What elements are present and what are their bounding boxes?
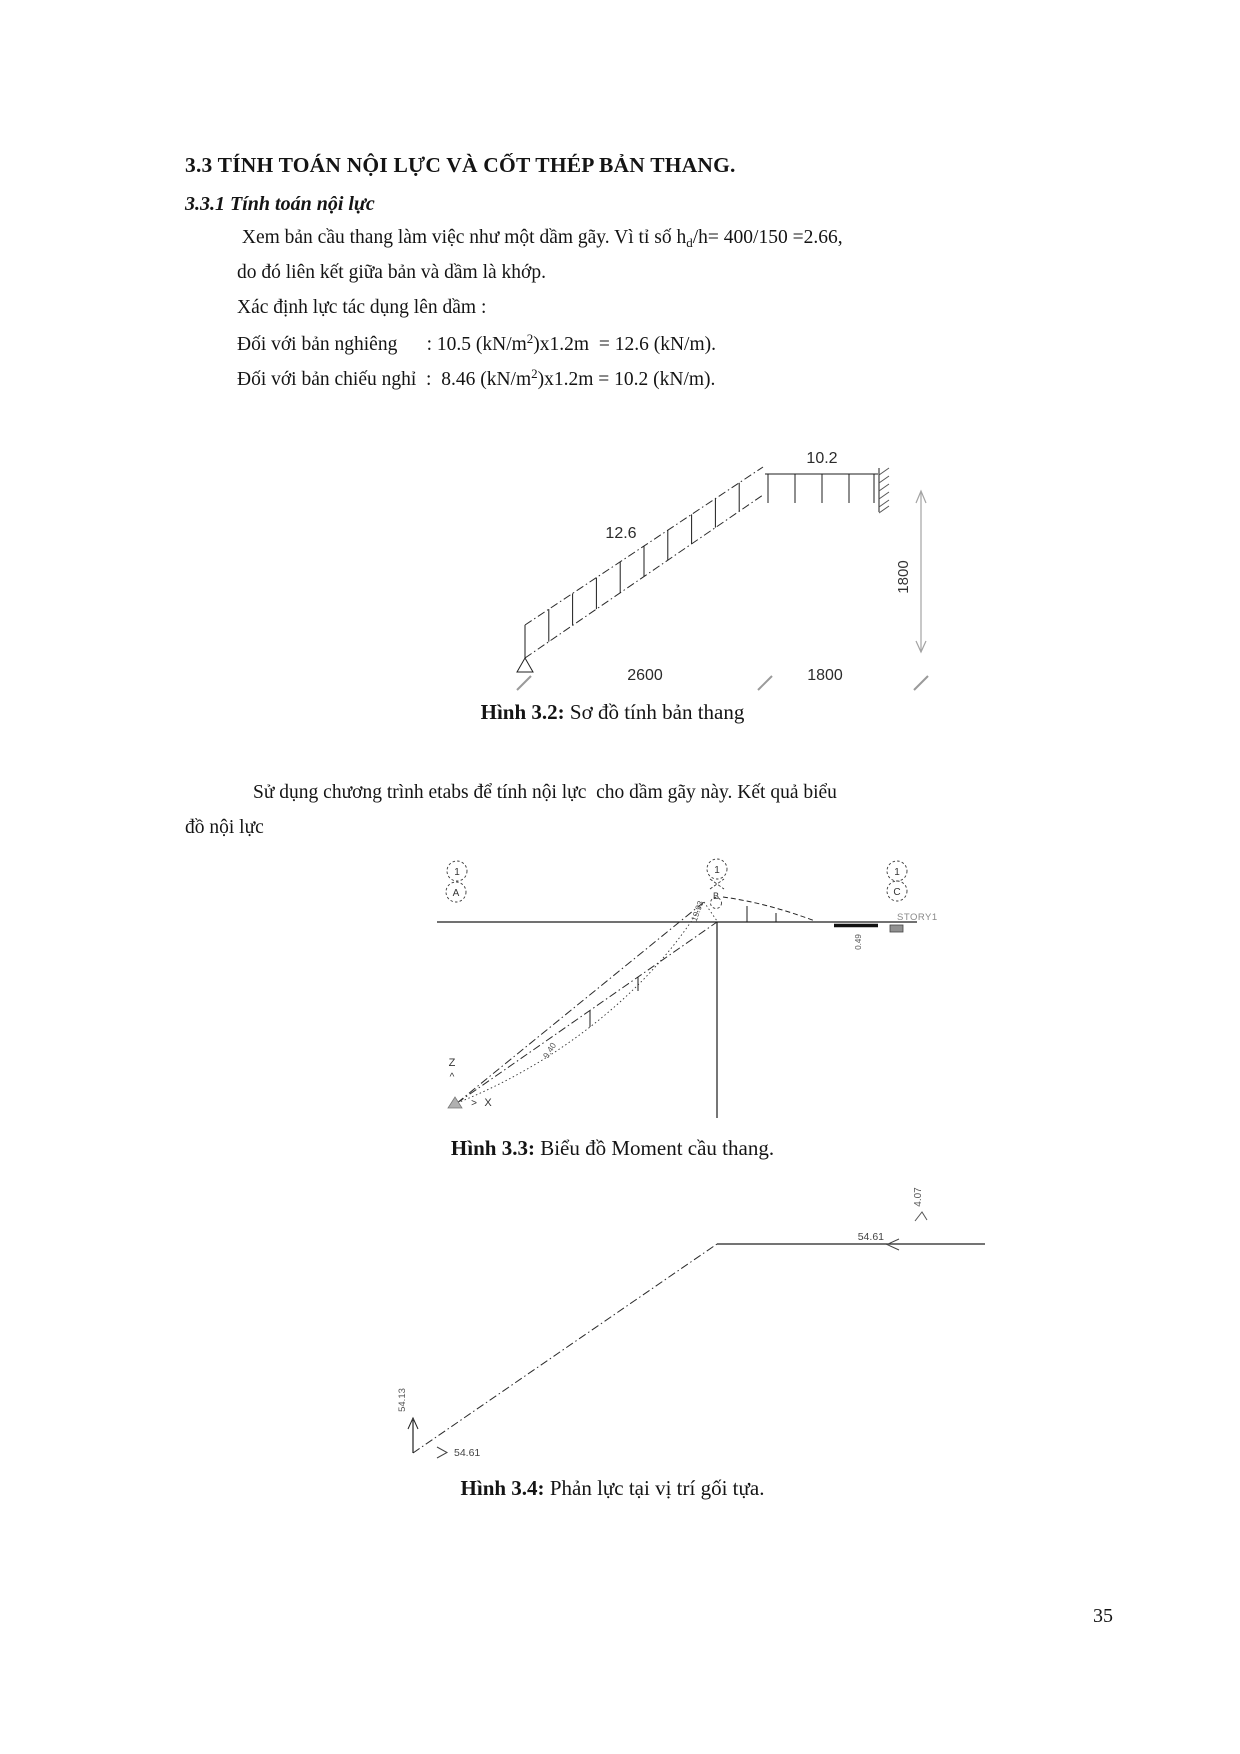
body-line-4-tail: )x1.2m = 12.6 (kN/m). bbox=[533, 334, 716, 355]
figure-3-2-title: Sơ đồ tính bản thang bbox=[564, 700, 745, 724]
axis-right-arrow: > bbox=[471, 1098, 477, 1109]
body-line-3: Xác định lực tác dụng lên dầm : bbox=[237, 297, 487, 318]
body-line-4-text: Đối với bản nghiêng : 10.5 (kN/m bbox=[237, 334, 527, 355]
pin-support-triangle bbox=[517, 658, 533, 672]
grid-label-B: B bbox=[712, 891, 720, 901]
grid-bubble-1-mid-label: 1 bbox=[714, 865, 720, 876]
flat-load bbox=[765, 474, 878, 503]
moment-value-span: 9.40 bbox=[540, 1040, 559, 1061]
bottom-dimension-ticks bbox=[517, 676, 928, 690]
grid-bubble-1-right-label: 1 bbox=[894, 867, 900, 878]
incline-load-band bbox=[525, 467, 763, 658]
body-line-5-text: Đối với bản chiếu nghỉ : 8.46 (kN/m bbox=[237, 369, 532, 390]
figure-3-4-title: Phản lực tại vị trí gối tựa. bbox=[544, 1476, 765, 1500]
wall-support-hatch bbox=[879, 468, 889, 513]
figure-3-2-caption bbox=[185, 700, 1040, 725]
axis-x-label: X bbox=[484, 1097, 492, 1109]
story-label: STORY1 bbox=[897, 912, 938, 923]
subscript-d: d bbox=[686, 235, 693, 250]
vertical-dimension-value: 1800 bbox=[895, 560, 912, 594]
reaction-left-vertical-arrow bbox=[408, 1418, 418, 1453]
reaction-left-vertical-value: 54.13 bbox=[397, 1388, 408, 1412]
para2-line-2: đồ nội lực bbox=[185, 817, 264, 838]
reaction-right-value: 54.61 bbox=[857, 1231, 884, 1243]
reaction-left-horizontal-arrow bbox=[437, 1447, 447, 1458]
page-number: 35 bbox=[1093, 1605, 1113, 1627]
moment-curve-incline bbox=[457, 902, 717, 1103]
bottom-dimension-1: 2600 bbox=[627, 667, 663, 684]
incline-load-value: 12.6 bbox=[605, 525, 637, 542]
axis-origin-triangle bbox=[448, 1097, 462, 1108]
vertical-dimension bbox=[916, 491, 926, 652]
grid-bubble-1-left-label: 1 bbox=[454, 867, 460, 878]
reaction-top-value: 4.07 bbox=[913, 1187, 924, 1207]
figure-3-3-title: Biểu đồ Moment cầu thang. bbox=[534, 1136, 775, 1160]
reaction-top-arrow bbox=[915, 1212, 927, 1221]
axis-z-label: Z bbox=[448, 1057, 456, 1069]
section-heading: 3.3 TÍNH TOÁN NỘI LỰC VÀ CỐT THÉP BẢN THANG. bbox=[185, 153, 736, 177]
body-line-1 bbox=[237, 228, 843, 249]
flat-load-value: 10.2 bbox=[806, 450, 838, 467]
body-line-1-text: Xem bản cầu thang làm việc như một dầm gãy. Vì tỉ số h bbox=[237, 227, 687, 248]
figure-3-3-caption bbox=[185, 1136, 1040, 1161]
body-line-1-tail: /h= 400/150 =2.66, bbox=[692, 227, 843, 248]
para2-line-1: Sử dụng chương trình etabs để tính nội lực cho dầm gãy này. Kết quả biểu bbox=[253, 782, 837, 803]
body-line-5 bbox=[237, 367, 715, 390]
figure-moment-diagram bbox=[430, 855, 1010, 1130]
incline-beam-line bbox=[413, 1244, 717, 1453]
axis-up-arrow: ^ bbox=[449, 1072, 455, 1083]
body-line-2: do đó liên kết giữa bản và dầm là khớp. bbox=[237, 262, 546, 283]
figure-load-scheme bbox=[440, 435, 950, 700]
moment-value-right: 0.49 bbox=[854, 934, 863, 950]
figure-3-4-caption bbox=[185, 1476, 1040, 1501]
body-line-4 bbox=[237, 332, 716, 355]
figure-3-4-label: Hình 3.4: bbox=[460, 1476, 545, 1500]
moment-curve-right bbox=[723, 897, 878, 926]
x-marker bbox=[710, 879, 724, 889]
bottom-dimension-2: 1800 bbox=[807, 667, 843, 684]
figure-3-2-label: Hình 3.2: bbox=[480, 700, 565, 724]
body-line-5-tail: )x1.2m = 10.2 (kN/m). bbox=[537, 369, 716, 390]
grid-bubble-C-label: C bbox=[893, 887, 901, 898]
superscript-2a: 2 bbox=[526, 331, 534, 346]
subsection-heading: 3.3.1 Tính toán nội lực bbox=[185, 193, 375, 215]
reaction-left-horizontal-value: 54.61 bbox=[454, 1447, 481, 1459]
figure-3-3-label: Hình 3.3: bbox=[450, 1136, 535, 1160]
figure-reactions bbox=[395, 1175, 1000, 1465]
grid-bubble-A-label: A bbox=[452, 888, 460, 899]
story-marker-rect bbox=[890, 925, 903, 932]
superscript-2b: 2 bbox=[531, 366, 538, 381]
moment-value-peak: 19.93 bbox=[688, 899, 706, 923]
